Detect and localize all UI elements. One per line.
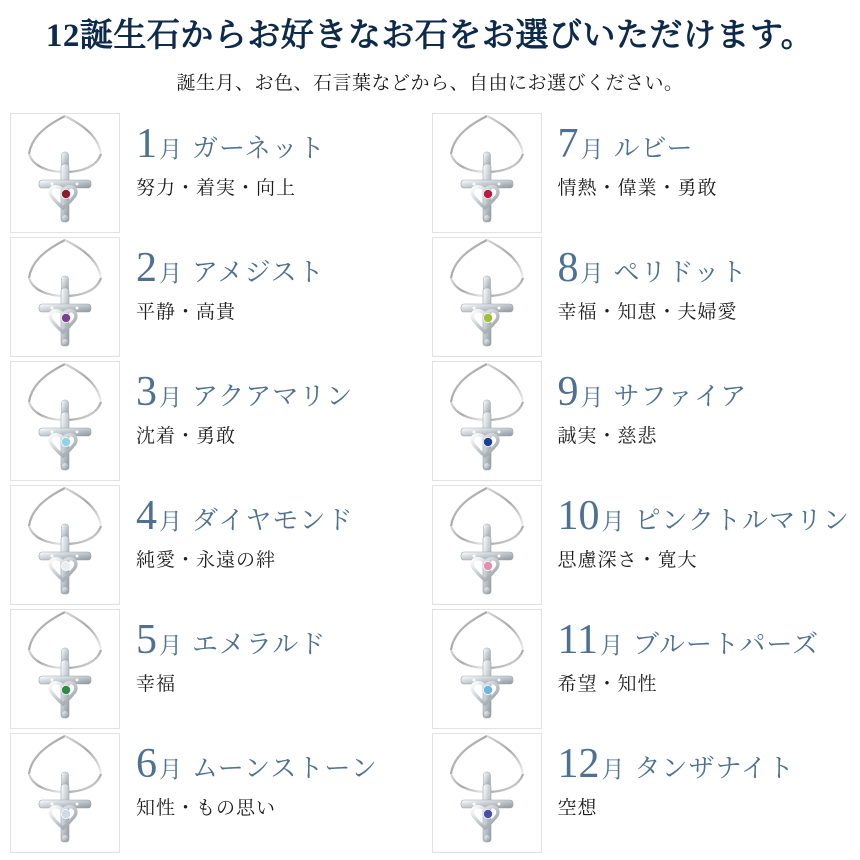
month-number: 11	[557, 617, 598, 664]
month-number: 10	[557, 493, 600, 540]
birthstone-title	[136, 121, 424, 168]
birthstone-title	[557, 245, 850, 292]
cross-necklace-photo	[11, 486, 119, 604]
cross-necklace-photo	[433, 238, 541, 356]
birthstone-title	[557, 369, 850, 416]
birthstone-card-3[interactable]	[10, 359, 424, 483]
birthstone-title	[136, 617, 424, 664]
birthstone-grid	[0, 111, 860, 855]
cross-necklace-photo	[11, 114, 119, 232]
birthstone-card-9[interactable]	[432, 359, 850, 483]
cross-necklace-photo	[11, 238, 119, 356]
birthstone-title	[136, 493, 424, 540]
birthstone-title	[557, 741, 850, 788]
birthstone-card-6[interactable]	[10, 731, 424, 855]
necklace-thumbnail[interactable]	[432, 609, 542, 729]
necklace-thumbnail[interactable]	[432, 485, 542, 605]
month-suffix: 月	[159, 136, 182, 163]
necklace-thumbnail[interactable]	[432, 361, 542, 481]
birthstone-info	[542, 113, 850, 200]
month-suffix: 月	[580, 136, 604, 163]
month-number: 9	[557, 369, 579, 416]
month-number: 8	[557, 245, 579, 292]
birthstone-info	[120, 237, 424, 324]
birthstone-title	[557, 493, 850, 540]
birthstone-card-7[interactable]	[432, 111, 850, 235]
birthstone-info	[120, 609, 424, 696]
birthstone-card-1[interactable]	[10, 111, 424, 235]
month-number: 6	[136, 741, 157, 788]
month-suffix: 月	[159, 508, 182, 535]
necklace-thumbnail[interactable]	[10, 361, 120, 481]
cross-necklace-photo	[11, 734, 119, 852]
stone-name: ルビー	[613, 133, 694, 164]
birthstone-info	[120, 113, 424, 200]
birthstone-title	[136, 741, 424, 788]
stone-name: ムーンストーン	[192, 753, 378, 784]
birthstone-info	[120, 485, 424, 572]
month-number: 12	[557, 741, 600, 788]
stone-name: アクアマリン	[192, 381, 354, 412]
month-number: 4	[136, 493, 157, 540]
stone-name: アメジスト	[192, 257, 325, 288]
stone-name: ブルートパーズ	[632, 629, 820, 660]
necklace-thumbnail[interactable]	[10, 113, 120, 233]
necklace-thumbnail[interactable]	[432, 113, 542, 233]
necklace-thumbnail[interactable]	[432, 733, 542, 853]
stone-name: タンザナイト	[634, 753, 795, 784]
stone-meaning: 幸福	[136, 674, 177, 696]
month-suffix: 月	[159, 632, 182, 659]
month-suffix: 月	[580, 384, 604, 411]
cross-necklace-photo	[433, 114, 541, 232]
birthstone-title	[136, 369, 424, 416]
stone-meaning: 知性・もの思い	[136, 798, 277, 820]
birthstone-info	[542, 609, 850, 696]
cross-necklace-photo	[433, 486, 541, 604]
month-suffix: 月	[601, 756, 625, 783]
cross-necklace-photo	[433, 610, 541, 728]
birthstone-title	[557, 617, 850, 664]
birthstone-info	[542, 237, 850, 324]
month-number: 2	[136, 245, 157, 292]
month-suffix: 月	[159, 756, 182, 783]
page-title: 12誕生石からお好きなお石をお選びいただけます。	[45, 18, 815, 54]
birthstone-info	[120, 361, 424, 448]
month-number: 3	[136, 369, 157, 416]
month-number: 7	[557, 121, 579, 168]
stone-name: ピンクトルマリン	[634, 505, 850, 536]
stone-meaning: 努力・着実・向上	[136, 178, 297, 200]
birthstone-card-10[interactable]	[432, 483, 850, 607]
birthstone-info	[542, 733, 850, 820]
necklace-thumbnail[interactable]	[10, 609, 120, 729]
stone-meaning: 純愛・永遠の絆	[136, 550, 277, 572]
birthstone-card-11[interactable]	[432, 607, 850, 731]
birthstone-info	[120, 733, 424, 820]
page-subtitle: 誕生月、お色、石言葉などから、自由にお選びください。	[176, 73, 684, 95]
birthstone-title	[136, 245, 424, 292]
month-number: 1	[136, 121, 157, 168]
cross-necklace-photo	[433, 362, 541, 480]
stone-meaning: 空想	[557, 798, 598, 820]
birthstone-card-2[interactable]	[10, 235, 424, 359]
month-suffix: 月	[601, 508, 625, 535]
stone-name: ダイヤモンド	[192, 505, 354, 536]
birthstone-card-4[interactable]	[10, 483, 424, 607]
birthstone-info	[542, 361, 850, 448]
stone-meaning: 沈着・勇敢	[136, 426, 237, 448]
birthstone-card-12[interactable]	[432, 731, 850, 855]
month-number: 5	[136, 617, 157, 664]
stone-name: サファイア	[613, 381, 748, 412]
stone-name: エメラルド	[192, 629, 327, 660]
stone-meaning: 幸福・知恵・夫婦愛	[557, 302, 738, 324]
stone-name: ガーネット	[192, 133, 326, 164]
necklace-thumbnail[interactable]	[10, 733, 120, 853]
stone-meaning: 誠実・慈悲	[557, 426, 658, 448]
stone-name: ペリドット	[613, 257, 748, 288]
stone-meaning: 情熱・偉業・勇敢	[557, 178, 718, 200]
birthstone-info	[542, 485, 850, 572]
birthstone-title	[557, 121, 850, 168]
cross-necklace-photo	[11, 610, 119, 728]
birthstone-card-5[interactable]	[10, 607, 424, 731]
month-suffix: 月	[580, 260, 604, 287]
month-suffix: 月	[159, 384, 182, 411]
cross-necklace-photo	[11, 362, 119, 480]
stone-meaning: 思慮深さ・寛大	[557, 550, 698, 572]
birthstone-card-8[interactable]	[432, 235, 850, 359]
cross-necklace-photo	[433, 734, 541, 852]
necklace-thumbnail[interactable]	[10, 485, 120, 605]
stone-meaning: 平静・高貴	[136, 302, 237, 324]
month-suffix: 月	[159, 260, 182, 287]
necklace-thumbnail[interactable]	[10, 237, 120, 357]
necklace-thumbnail[interactable]	[432, 237, 542, 357]
stone-meaning: 希望・知性	[557, 674, 658, 696]
month-suffix: 月	[599, 632, 623, 659]
